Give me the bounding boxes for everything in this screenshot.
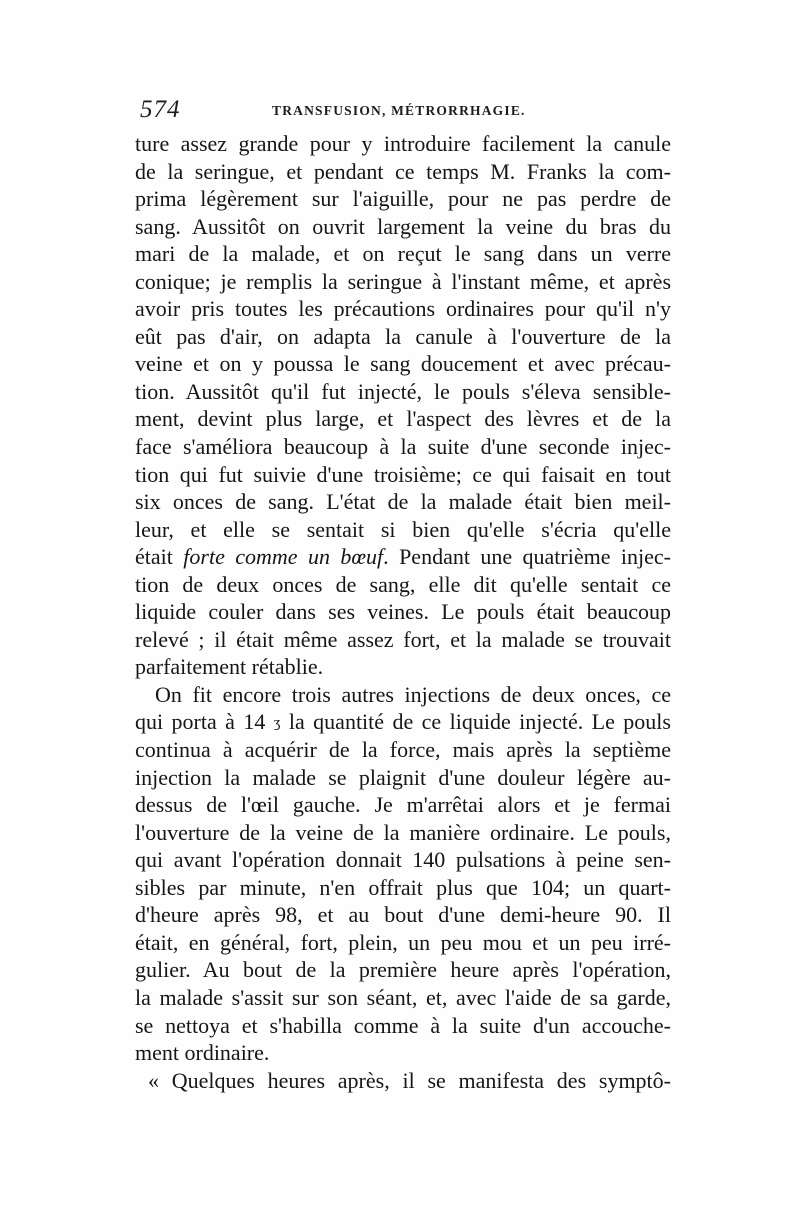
- text-line: mari de la malade, et on reçut le sang dans un verre: [135, 241, 671, 267]
- text-line: la malade s'assit sur son séant, et, avec l'aide de sa garde,: [135, 984, 671, 1010]
- text-line: gulier. Au bout de la première heure après l'opération,: [135, 957, 671, 983]
- text-line: sang. Aussitôt on ouvrit largement la veine du bras du: [135, 213, 671, 239]
- line-segment: la quantité de ce liquide injecté. Le pouls: [280, 709, 671, 735]
- text-line-with-italic: [135, 543, 671, 571]
- text-line: l'ouverture de la veine de la manière ordinaire. Le pouls,: [135, 819, 671, 845]
- line-segment: . Pendant une quatrième injec-: [383, 544, 671, 570]
- text-line: prima légèrement sur l'aiguille, pour ne pas perdre de: [135, 186, 671, 212]
- text-line: se nettoya et s'habilla comme à la suite d'un accouche-: [135, 1012, 671, 1038]
- text-line: face s'améliora beaucoup à la suite d'une seconde injec-: [135, 434, 671, 460]
- text-line: tion. Aussitôt qu'il fut injecté, le pouls s'éleva sensible-: [135, 378, 671, 404]
- text-line: sibles par minute, n'en offrait plus que 104; un quart-: [135, 874, 671, 900]
- text-line: d'heure après 98, et au bout d'une demi-heure 90. Il: [135, 902, 671, 928]
- text-line: liquide couler dans ses veines. Le pouls était beaucoup: [135, 599, 671, 625]
- text-line: conique; je remplis la seringue à l'instant même, et après: [135, 268, 671, 294]
- text-line: tion qui fut suivie d'une troisième; ce qui faisait en tout: [135, 461, 671, 487]
- body-text: [135, 130, 671, 1094]
- page-number: 574: [140, 96, 181, 123]
- page-header: [140, 96, 670, 126]
- text-line: continua à acquérir de la force, mais après la septième: [135, 737, 671, 763]
- text-line: était, en général, fort, plein, un peu mou et un peu irré-: [135, 929, 671, 955]
- text-line: de la seringue, et pendant ce temps M. Franks la com-: [135, 158, 671, 184]
- text-line: tion de deux onces de sang, elle dit qu'elle sentait ce: [135, 571, 671, 597]
- running-title: TRANSFUSION, MÉTRORRHAGIE.: [272, 103, 526, 118]
- text-line: ment ordinaire.: [135, 1040, 270, 1066]
- text-line: veine et on y poussa le sang doucement et avec précau-: [135, 351, 671, 377]
- italic-quote: forte comme un bœuf: [183, 544, 384, 570]
- text-line: six onces de sang. L'état de la malade était bien meil-: [135, 489, 671, 515]
- text-line: On fit encore trois autres injections de deux onces, ce: [155, 681, 671, 707]
- text-line: « Quelques heures après, il se manifesta des symptô-: [148, 1067, 671, 1093]
- text-line: avoir pris toutes les précautions ordinaires pour qu'il n'y: [135, 296, 671, 322]
- text-line: relevé ; il était même assez fort, et la malade se trouvait: [135, 626, 671, 652]
- text-line: ment, devint plus large, et l'aspect des lèvres et de la: [135, 406, 671, 432]
- text-line: ture assez grande pour y introduire facilement la canule: [135, 131, 671, 156]
- text-line: injection la malade se plaignit d'une douleur légère au-: [135, 764, 671, 790]
- text-line: eût pas d'air, on adapta la canule à l'ouverture de la: [135, 323, 671, 349]
- text-line: parfaitement rétablie.: [135, 654, 324, 680]
- text-line-with-symbol: [135, 708, 671, 736]
- ounce-symbol: ʒ: [273, 715, 281, 732]
- text-line: qui avant l'opération donnait 140 pulsations à peine sen-: [135, 847, 671, 873]
- line-segment: était: [135, 544, 184, 570]
- text-line: leur, et elle se sentait si bien qu'elle s'écria qu'elle: [135, 516, 671, 542]
- line-segment: qui porta à 14: [135, 709, 274, 735]
- text-line: dessus de l'œil gauche. Je m'arrêtai alors et je fermai: [135, 792, 671, 818]
